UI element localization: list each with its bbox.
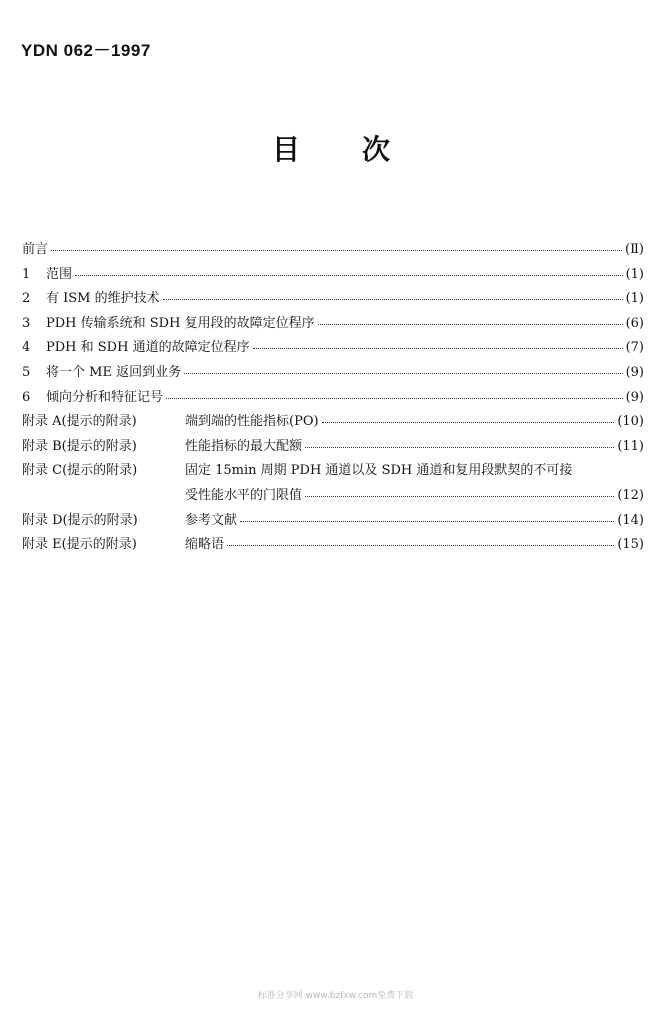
toc-page-number: (15) (617, 537, 644, 553)
leader-dots (322, 411, 615, 423)
toc-page-number: (6) (625, 315, 644, 331)
toc-entry-label: 端到端的性能指标(PO) (185, 414, 319, 430)
toc-entry-label: 参考文献 (185, 512, 238, 528)
toc-entry-label-continued: 受性能水平的门限值 (185, 487, 303, 503)
leader-dots (305, 436, 614, 448)
toc-page-number: (10) (617, 414, 644, 430)
leader-dots (51, 239, 622, 251)
document-code: YDN 062－1997 (21, 41, 151, 60)
toc-entry-4[interactable] (22, 336, 644, 361)
title-char-1: 目 (272, 133, 301, 166)
toc-entry-label: 缩略语 (185, 537, 225, 553)
toc-appendix-e[interactable] (22, 533, 644, 558)
toc-entry-6[interactable] (22, 386, 644, 411)
leader-dots (75, 264, 623, 276)
toc-page-number: (11) (617, 438, 644, 454)
toc-entry-label: 范围 (46, 266, 73, 282)
leader-dots (184, 362, 623, 374)
toc-page-number: (9) (625, 364, 644, 380)
toc-entry-number: 6 (22, 389, 31, 405)
toc-entry-3[interactable] (22, 312, 644, 337)
toc-entry-number: 5 (22, 364, 31, 380)
toc-entry-label: PDH 和 SDH 通道的故障定位程序 (46, 340, 250, 356)
toc-page-number: (14) (617, 512, 644, 528)
toc-entry-label: 有 ISM 的维护技术 (46, 291, 160, 307)
title-char-2: 次 (362, 133, 391, 166)
toc-appendix-c-continued[interactable] (22, 484, 644, 509)
toc-appendix-d[interactable] (22, 509, 644, 534)
leader-dots (166, 387, 623, 399)
toc-entry-label: 将一个 ME 返回到业务 (46, 364, 182, 380)
toc-page-number: (1) (625, 291, 644, 307)
toc-entry-number: 3 (22, 315, 31, 331)
leader-dots (318, 313, 623, 325)
toc-entry-number: 2 (22, 291, 31, 307)
leader-dots (240, 509, 614, 521)
toc-entry-label: 性能指标的最大配额 (185, 438, 303, 454)
appendix-prefix: 附录 C(提示的附录) (22, 463, 138, 479)
leader-dots (227, 534, 614, 546)
toc-entry-label: 倾向分析和特征记号 (46, 389, 164, 405)
toc-entry-number: 1 (22, 266, 31, 282)
table-of-contents (22, 238, 644, 558)
appendix-prefix: 附录 D(提示的附录) (22, 512, 138, 528)
toc-entry-preface[interactable] (22, 238, 644, 263)
appendix-prefix: 附录 B(提示的附录) (22, 438, 137, 454)
leader-dots (253, 337, 623, 349)
toc-page-number: (7) (625, 340, 644, 356)
toc-page-number: (1) (625, 266, 644, 282)
toc-entry-label: PDH 传输系统和 SDH 复用段的故障定位程序 (46, 315, 315, 331)
toc-entry-label: 前言 (22, 242, 49, 257)
toc-entry-label: 固定 15min 周期 PDH 通道以及 SDH 通道和复用段默契的不可接 (185, 463, 573, 479)
watermark-footer: 标准分享网 www.bzfxw.com免费下载 (257, 991, 414, 1001)
page-title (272, 128, 390, 168)
toc-appendix-a[interactable] (22, 410, 644, 435)
toc-entry-5[interactable] (22, 361, 644, 386)
appendix-prefix: 附录 E(提示的附录) (22, 537, 137, 553)
toc-page-number: (9) (625, 389, 644, 405)
toc-entry-number: 4 (22, 340, 31, 356)
toc-page-number: (12) (617, 487, 644, 503)
leader-dots (305, 485, 614, 497)
leader-dots (163, 288, 623, 300)
toc-appendix-c[interactable] (22, 459, 644, 484)
toc-entry-2[interactable] (22, 287, 644, 312)
toc-entry-1[interactable] (22, 263, 644, 288)
appendix-prefix: 附录 A(提示的附录) (22, 414, 137, 430)
toc-appendix-b[interactable] (22, 435, 644, 460)
toc-page-number: (Ⅱ) (625, 242, 644, 257)
